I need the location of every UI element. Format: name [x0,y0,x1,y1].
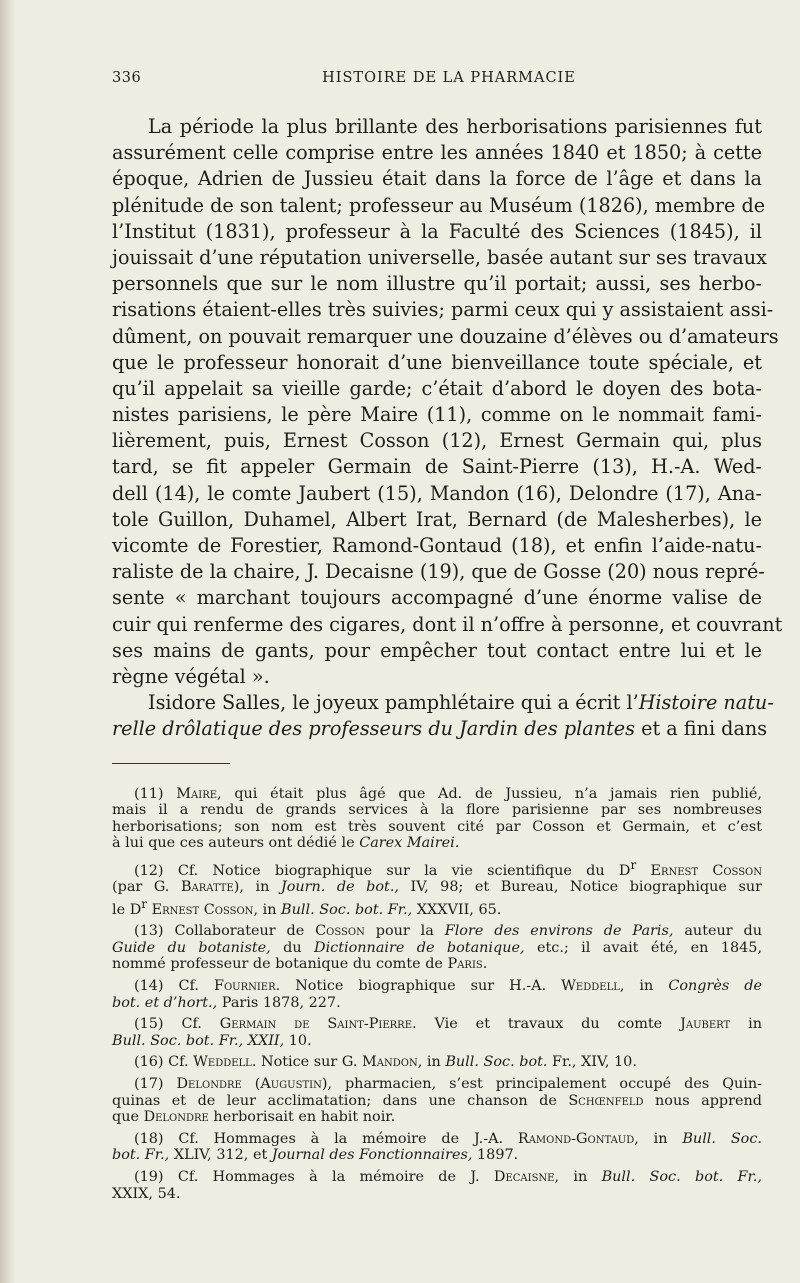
paragraph-1 [112,114,783,690]
text-line: l’Institut (1831), professeur à la Faculté des Sciences (1845), il [112,219,762,243]
running-title: HISTOIRE DE LA PHARMACIE [322,70,576,86]
text-line: que le professeur honorait d’une bienveillance toute spéciale, et [112,350,762,374]
text-line: qu’il appelait sa vieille garde; c’était d’abord le doyen des bota- [112,376,762,400]
text-line: tole Guillon, Duhamel, Albert Irat, Bernard (de Malesherbes), le [112,507,762,531]
text-line: sente « marchant toujours accompagné d’une énorme valise de [112,586,762,610]
text-line: risations étaient-elles très suivies; parmi ceux qui y assistaient assi- [112,298,774,322]
paragraph-2 [112,690,774,742]
text-line: Isidore Salles, le joyeux pamphlétaire qui a écrit l’Histoire natu- [148,691,774,715]
text-line: vicomte de Forestier, Ramond-Gontaud (18), et enfin l’aide-natu- [112,534,762,557]
text-line: époque, Adrien de Jussieu était dans la force de l’âge et dans la [112,167,762,191]
footnote-15: (15) Cf. Germain de Saint-Pierre. Vie et travaux du comte Jaubert in Bull. Soc. bot. Fr., XXII, 10. [112,1016,762,1049]
text-line: relle drôlatique des professeurs du Jardin des plantes et a fini dans [112,717,768,741]
footnote-16: (16) Cf. Weddell. Notice sur G. Mandon, in Bull. Soc. bot. Fr., XIV, 10. [134,1054,637,1071]
text-line: ses mains de gants, pour empêcher tout contact entre lui et le [112,638,762,662]
book-page [112,70,783,1207]
footnote-11: (11) Maire, qui était plus âgé que Ad. de Jussieu, n’a jamais rien publié, mais il a rendu de grands services à la flore parisienne par ses nombreuses herborisations; son nom est très souvent cité par Cosson et Germain, et c’est à lui que ces auteurs ont dédié le Carex Mairei. [112,785,762,852]
text-line: dûment, on pouvait remarquer une douzaine d’élèves ou d’amateurs [112,324,779,348]
book-gutter-shadow [0,0,16,1283]
text-line: personnels que sur le nom illustre qu’il portait; aussi, ses herbo- [112,272,762,296]
text-line: dell (14), le comte Jaubert (15), Mandon (16), Delondre (17), Ana- [112,481,762,505]
text-line: lièrement, puis, Ernest Cosson (12), Ernest Germain qui, plus [112,429,762,453]
page-number: 336 [112,70,142,86]
footnote-19: (19) Cf. Hommages à la mémoire de J. Decaisne, in Bull. Soc. bot. Fr., XXIX, 54. [112,1168,762,1202]
footnote-18: (18) Cf. Hommages à la mémoire de J.-A. Ramond-Gontaud, in Bull. Soc. bot. Fr., XLIV, 312, et Journal des Fonctionnaires, 1897. [112,1130,762,1164]
text-line: raliste de la chaire, J. Decaisne (19), que de Gosse (20) nous repré- [112,560,765,584]
text-line: tard, se fit appeler Germain de Saint-Pierre (13), H.-A. Wed- [112,455,762,479]
text-line: assurément celle comprise entre les années 1840 et 1850; à cette [112,141,762,165]
page-header [112,70,762,94]
footnote-17: (17) Delondre (Augustin), pharmacien, s’est principalement occupé des Quin- quinas et de leur acclimatation; dans une chanson de Schœnfeld nous apprend que Delondre herborisait en habit noir. [112,1076,762,1126]
text-line: règne végétal ». [112,664,270,688]
text-line: jouissait d’une réputation universelle, basée autant sur ses travaux [112,245,767,269]
footnotes [112,786,762,1203]
text-line: La période la plus brillante des herborisations parisiennes fut [148,115,762,138]
text-line: cuir qui renferme des cigares, dont il n’offre à personne, et couvrant [112,612,783,636]
footnote-13: (13) Collaborateur de Cosson pour la Flore des environs de Paris, auteur du Guide du botaniste, du Dictionnaire de botanique, etc.; il avait été, en 1845, nommé professeur de botanique du comte de Paris. [112,923,763,973]
text-line: nistes parisiens, le père Maire (11), comme on le nommait fami- [112,403,762,427]
footnote-separator [112,763,230,764]
text-line: plénitude de son talent; professeur au Muséum (1826), membre de [112,193,766,217]
footnote-14: (14) Cf. Fournier. Notice biographique sur H.-A. Weddell, in Congrès de bot. et d’hort., Paris 1878, 227. [112,978,762,1011]
footnote-12: (12) Cf. Notice biographique sur la vie scientifique du $D^r$ Ernest Cosson (par G. Baratte), in Journ. de bot., IV, 98; et Bureau, Notice biographique sur le $D^r$ Ernest Cosson, in Bull. Soc. bot. Fr., XXXVII, 65. [112,857,763,918]
main-text [112,114,783,743]
